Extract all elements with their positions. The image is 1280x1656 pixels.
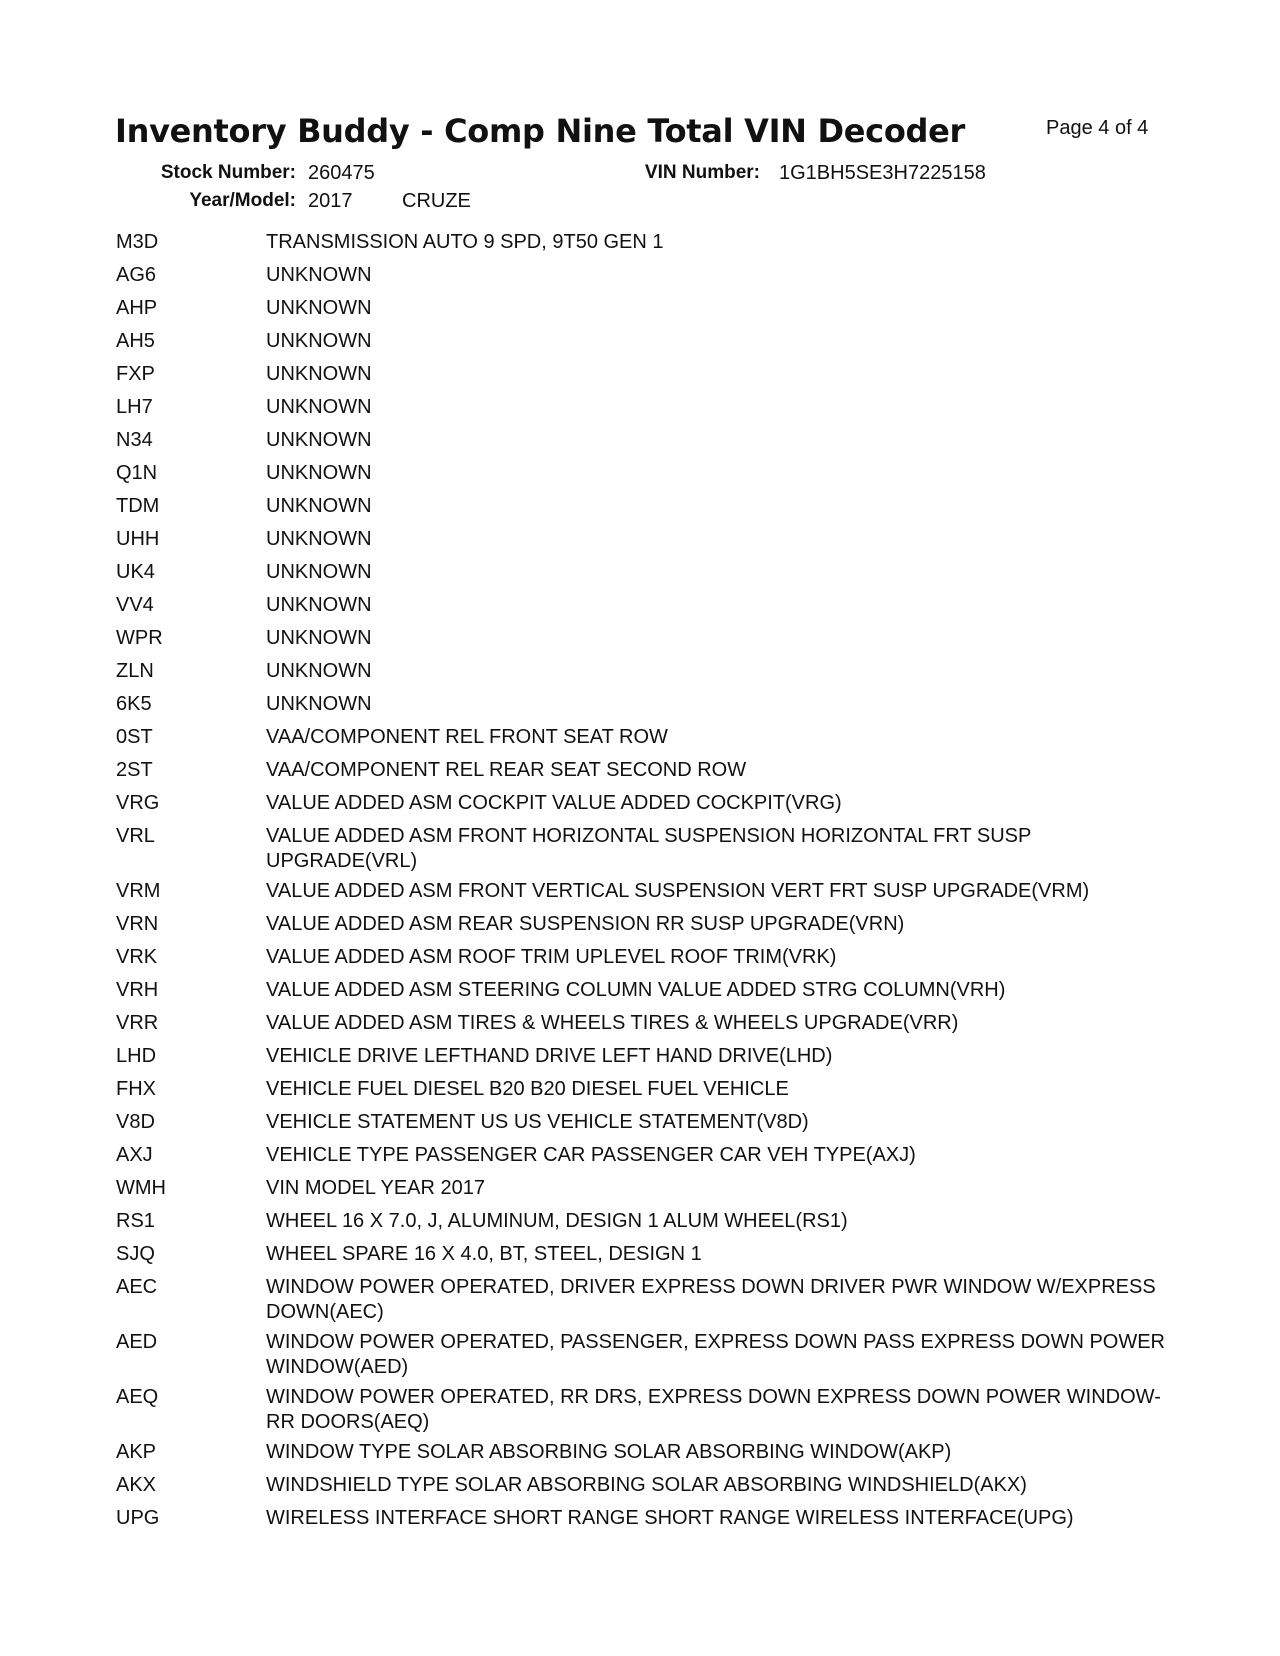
option-description: WINDOW POWER OPERATED, PASSENGER, EXPRESS DOWN PASS EXPRESS DOWN POWER WINDOW(AED) [266, 1331, 1166, 1378]
option-row [116, 527, 1176, 560]
year-model-label: Year/Model: [189, 190, 296, 211]
vin-number-label: VIN Number: [644, 162, 760, 183]
option-code: RS1 [116, 1210, 155, 1232]
option-description: VIN MODEL YEAR 2017 [266, 1177, 485, 1199]
option-row [116, 1110, 1176, 1143]
option-row [116, 593, 1176, 626]
option-description: WINDOW TYPE SOLAR ABSORBING SOLAR ABSORBING WINDOW(AKP) [266, 1441, 952, 1463]
option-description: VAA/COMPONENT REL REAR SEAT SECOND ROW [266, 759, 747, 781]
option-code: AG6 [116, 264, 157, 286]
option-description: WHEEL 16 X 7.0, J, ALUMINUM, DESIGN 1 ALUM WHEEL(RS1) [266, 1210, 848, 1232]
option-code: TDM [116, 495, 160, 517]
option-row [116, 230, 1176, 263]
option-row [116, 263, 1176, 296]
option-code: UK4 [116, 561, 155, 583]
option-row [116, 1473, 1176, 1506]
option-description: UNKNOWN [266, 495, 372, 517]
option-code: UHH [116, 528, 160, 550]
option-row [116, 1506, 1176, 1539]
option-row [116, 1385, 1176, 1440]
option-code: FXP [116, 363, 155, 385]
option-row [116, 296, 1176, 329]
option-row [116, 428, 1176, 461]
page-number: Page 4 of 4 [1046, 117, 1149, 139]
option-row [116, 1330, 1176, 1385]
option-code: 0ST [116, 726, 153, 748]
option-description: UNKNOWN [266, 363, 372, 385]
option-row [116, 1209, 1176, 1242]
option-description: WIRELESS INTERFACE SHORT RANGE SHORT RANGE WIRELESS INTERFACE(UPG) [266, 1507, 1074, 1529]
vin-number-value: 1G1BH5SE3H7225158 [779, 162, 986, 184]
option-code: AH5 [116, 330, 155, 352]
option-code: VRL [116, 825, 155, 847]
option-row [116, 1011, 1176, 1044]
option-row [116, 791, 1176, 824]
option-code: SJQ [116, 1243, 155, 1265]
option-code: VRN [116, 913, 159, 935]
option-code: 6K5 [116, 693, 152, 715]
option-row [116, 1044, 1176, 1077]
option-description: VALUE ADDED ASM TIRES & WHEELS TIRES & WHEELS UPGRADE(VRR) [266, 1012, 959, 1034]
option-description: WINDOW POWER OPERATED, DRIVER EXPRESS DOWN DRIVER PWR WINDOW W/EXPRESS DOWN(AEC) [266, 1276, 1156, 1323]
option-description: WINDSHIELD TYPE SOLAR ABSORBING SOLAR ABSORBING WINDSHIELD(AKX) [266, 1474, 1027, 1496]
option-code: WMH [116, 1177, 166, 1199]
option-description: VAA/COMPONENT REL FRONT SEAT ROW [266, 726, 668, 748]
option-row [116, 659, 1176, 692]
option-description: VEHICLE TYPE PASSENGER CAR PASSENGER CAR VEH TYPE(AXJ) [266, 1144, 916, 1166]
option-description: UNKNOWN [266, 528, 372, 550]
option-code: AEC [116, 1276, 158, 1298]
option-code: WPR [116, 627, 163, 649]
option-row [116, 824, 1176, 879]
option-row [116, 758, 1176, 791]
option-description: UNKNOWN [266, 693, 372, 715]
option-description: WHEEL SPARE 16 X 4.0, BT, STEEL, DESIGN 1 [266, 1243, 702, 1265]
option-code: V8D [116, 1111, 155, 1133]
option-code: VRM [116, 880, 161, 902]
option-code: 2ST [116, 759, 153, 781]
option-row [116, 362, 1176, 395]
option-description: UNKNOWN [266, 660, 372, 682]
option-description: VALUE ADDED ASM FRONT VERTICAL SUSPENSION VERT FRT SUSP UPGRADE(VRM) [266, 880, 1090, 902]
option-code: UPG [116, 1507, 160, 1529]
option-description: VALUE ADDED ASM STEERING COLUMN VALUE ADDED STRG COLUMN(VRH) [266, 979, 1006, 1001]
option-code: ZLN [116, 660, 154, 682]
model-value: CRUZE [402, 190, 471, 212]
option-row [116, 945, 1176, 978]
option-row [116, 626, 1176, 659]
option-description: VALUE ADDED ASM REAR SUSPENSION RR SUSP UPGRADE(VRN) [266, 913, 905, 935]
option-description: UNKNOWN [266, 297, 372, 319]
option-row [116, 395, 1176, 428]
option-code: VRH [116, 979, 159, 1001]
stock-number-value: 260475 [308, 162, 375, 184]
option-row [116, 1176, 1176, 1209]
option-code: VRK [116, 946, 158, 968]
option-description: VEHICLE STATEMENT US US VEHICLE STATEMENT(V8D) [266, 1111, 809, 1133]
option-code: AKP [116, 1441, 157, 1463]
option-description: WINDOW POWER OPERATED, RR DRS, EXPRESS DOWN EXPRESS DOWN POWER WINDOW-RR DOORS(AEQ) [266, 1386, 1161, 1433]
option-row [116, 461, 1176, 494]
option-code: VV4 [116, 594, 154, 616]
option-row [116, 1143, 1176, 1176]
option-description: VEHICLE DRIVE LEFTHAND DRIVE LEFT HAND DRIVE(LHD) [266, 1045, 833, 1067]
option-description: UNKNOWN [266, 396, 372, 418]
option-description: UNKNOWN [266, 462, 372, 484]
option-code-list [116, 230, 1176, 1539]
option-code: VRG [116, 792, 160, 814]
option-code: FHX [116, 1078, 156, 1100]
option-row [116, 560, 1176, 593]
option-row [116, 692, 1176, 725]
stock-number-label: Stock Number: [160, 162, 296, 183]
option-row [116, 329, 1176, 362]
option-description: TRANSMISSION AUTO 9 SPD, 9T50 GEN 1 [266, 231, 664, 253]
option-description: VALUE ADDED ASM ROOF TRIM UPLEVEL ROOF TRIM(VRK) [266, 946, 837, 968]
option-row [116, 725, 1176, 758]
year-value: 2017 [308, 190, 353, 212]
option-description: VEHICLE FUEL DIESEL B20 B20 DIESEL FUEL VEHICLE [266, 1078, 789, 1100]
option-code: LH7 [116, 396, 153, 418]
option-code: VRR [116, 1012, 159, 1034]
option-row [116, 1242, 1176, 1275]
option-code: LHD [116, 1045, 157, 1067]
option-description: UNKNOWN [266, 330, 372, 352]
option-description: UNKNOWN [266, 594, 372, 616]
option-row [116, 1440, 1176, 1473]
option-row [116, 912, 1176, 945]
option-row [116, 1275, 1176, 1330]
option-row [116, 978, 1176, 1011]
option-description: VALUE ADDED ASM FRONT HORIZONTAL SUSPENSION HORIZONTAL FRT SUSP UPGRADE(VRL) [266, 825, 1031, 872]
option-description: UNKNOWN [266, 264, 372, 286]
option-row [116, 879, 1176, 912]
option-code: AXJ [116, 1144, 153, 1166]
option-code: N34 [116, 429, 153, 451]
option-code: M3D [116, 231, 159, 253]
option-code: AHP [116, 297, 158, 319]
option-code: AKX [116, 1474, 157, 1496]
option-row [116, 1077, 1176, 1110]
option-description: UNKNOWN [266, 561, 372, 583]
option-description: UNKNOWN [266, 429, 372, 451]
option-code: AEQ [116, 1386, 159, 1408]
option-row [116, 494, 1176, 527]
option-code: Q1N [116, 462, 158, 484]
document-title: Inventory Buddy - Comp Nine Total VIN Decoder [115, 112, 966, 150]
option-description: UNKNOWN [266, 627, 372, 649]
option-description: VALUE ADDED ASM COCKPIT VALUE ADDED COCKPIT(VRG) [266, 792, 842, 814]
option-code: AED [116, 1331, 158, 1353]
